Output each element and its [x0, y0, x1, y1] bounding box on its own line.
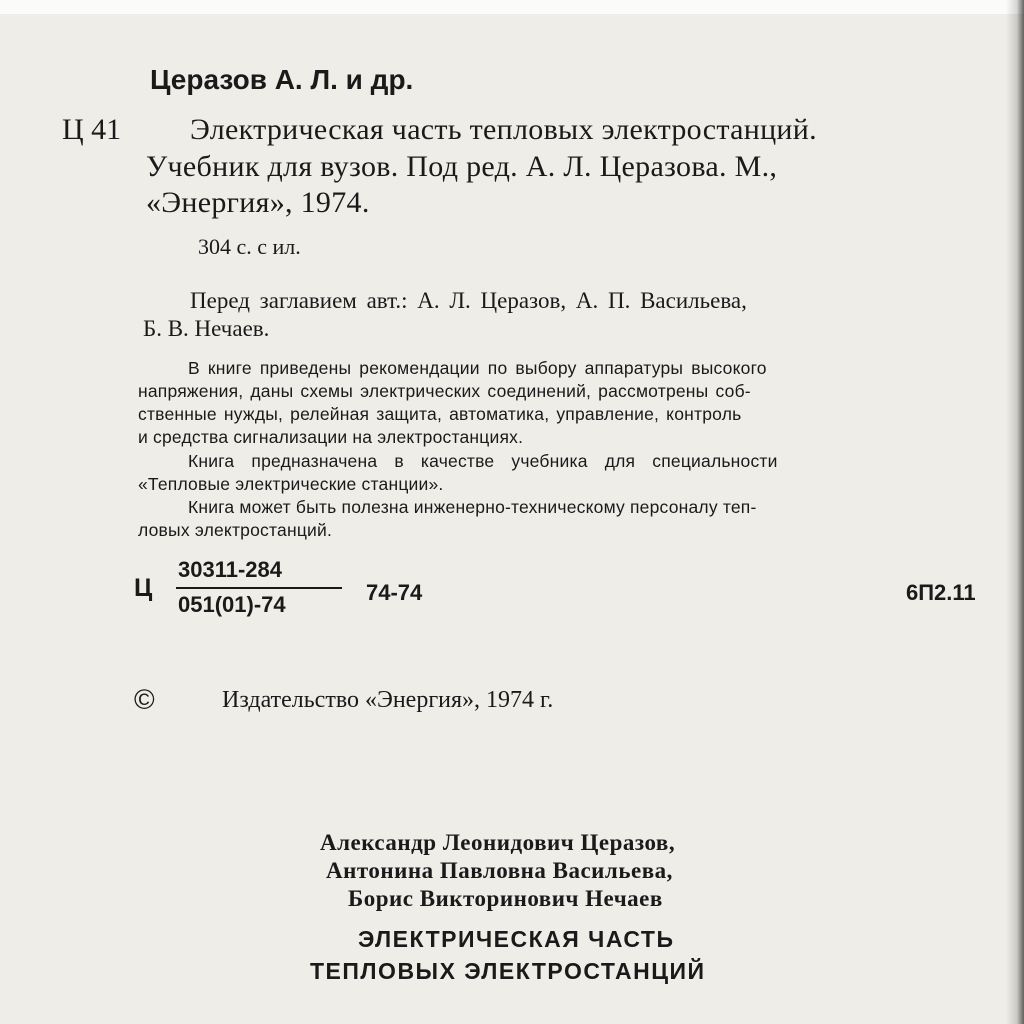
book-title-line-1: ЭЛЕКТРИЧЕСКАЯ ЧАСТЬ [358, 926, 675, 952]
copyright-icon: © [134, 684, 155, 715]
title-line-1: Электрическая часть тепловых электростанций. [190, 113, 817, 146]
annotation-line-6: «Тепловые электрические станции». [138, 474, 444, 494]
annotation-line-5: Книга предназначена в качестве учебника для специальности [188, 451, 778, 471]
annotation-line-1: В книге приведены рекомендации по выбору аппаратуры высокого [188, 358, 767, 378]
title-line-2: Учебник для вузов. Под ред. А. Л. Церазова. М., [146, 150, 778, 183]
bib-suffix: 74-74 [366, 580, 423, 605]
title-line-3: «Энергия», 1974. [146, 186, 370, 219]
author-full-name-1: Александр Леонидович Церазов, [320, 830, 676, 855]
before-title-line-1: Перед заглавием авт.: А. Л. Церазов, А. П. Васильева, [190, 288, 747, 313]
fraction-bar [176, 587, 342, 589]
annotation-line-8: ловых электростанций. [138, 520, 333, 540]
annotation-line-4: и средства сигнализации на электростанциях. [138, 427, 524, 447]
publisher-line: Издательство «Энергия», 1974 г. [222, 687, 554, 713]
pages-info: 304 с. с ил. [198, 234, 301, 259]
before-title-line-2: Б. В. Нечаев. [143, 316, 270, 341]
author-heading: Церазов А. Л. и др. [150, 64, 414, 95]
author-full-name-3: Борис Викторинович Нечаев [348, 886, 663, 911]
bib-classification: 6П2.11 [906, 580, 976, 605]
book-spine-shadow [1006, 0, 1024, 1024]
annotation-line-2: напряжения, даны схемы электрических соединений, рассмотрены соб- [138, 381, 751, 401]
catalog-code: Ц 41 [62, 113, 122, 146]
bib-numerator: 30311-284 [178, 557, 282, 582]
page-top-margin [0, 0, 1024, 14]
bib-denominator: 051(01)-74 [178, 592, 286, 617]
annotation-line-7: Книга может быть полезна инженерно-техническому персоналу теп- [188, 497, 757, 517]
book-title-line-2: ТЕПЛОВЫХ ЭЛЕКТРОСТАНЦИЙ [310, 958, 706, 984]
author-full-name-2: Антонина Павловна Васильева, [326, 858, 673, 883]
annotation-line-3: ственные нужды, релейная защита, автоматика, управление, контроль [138, 404, 742, 424]
bib-letter: Ц [134, 574, 153, 602]
